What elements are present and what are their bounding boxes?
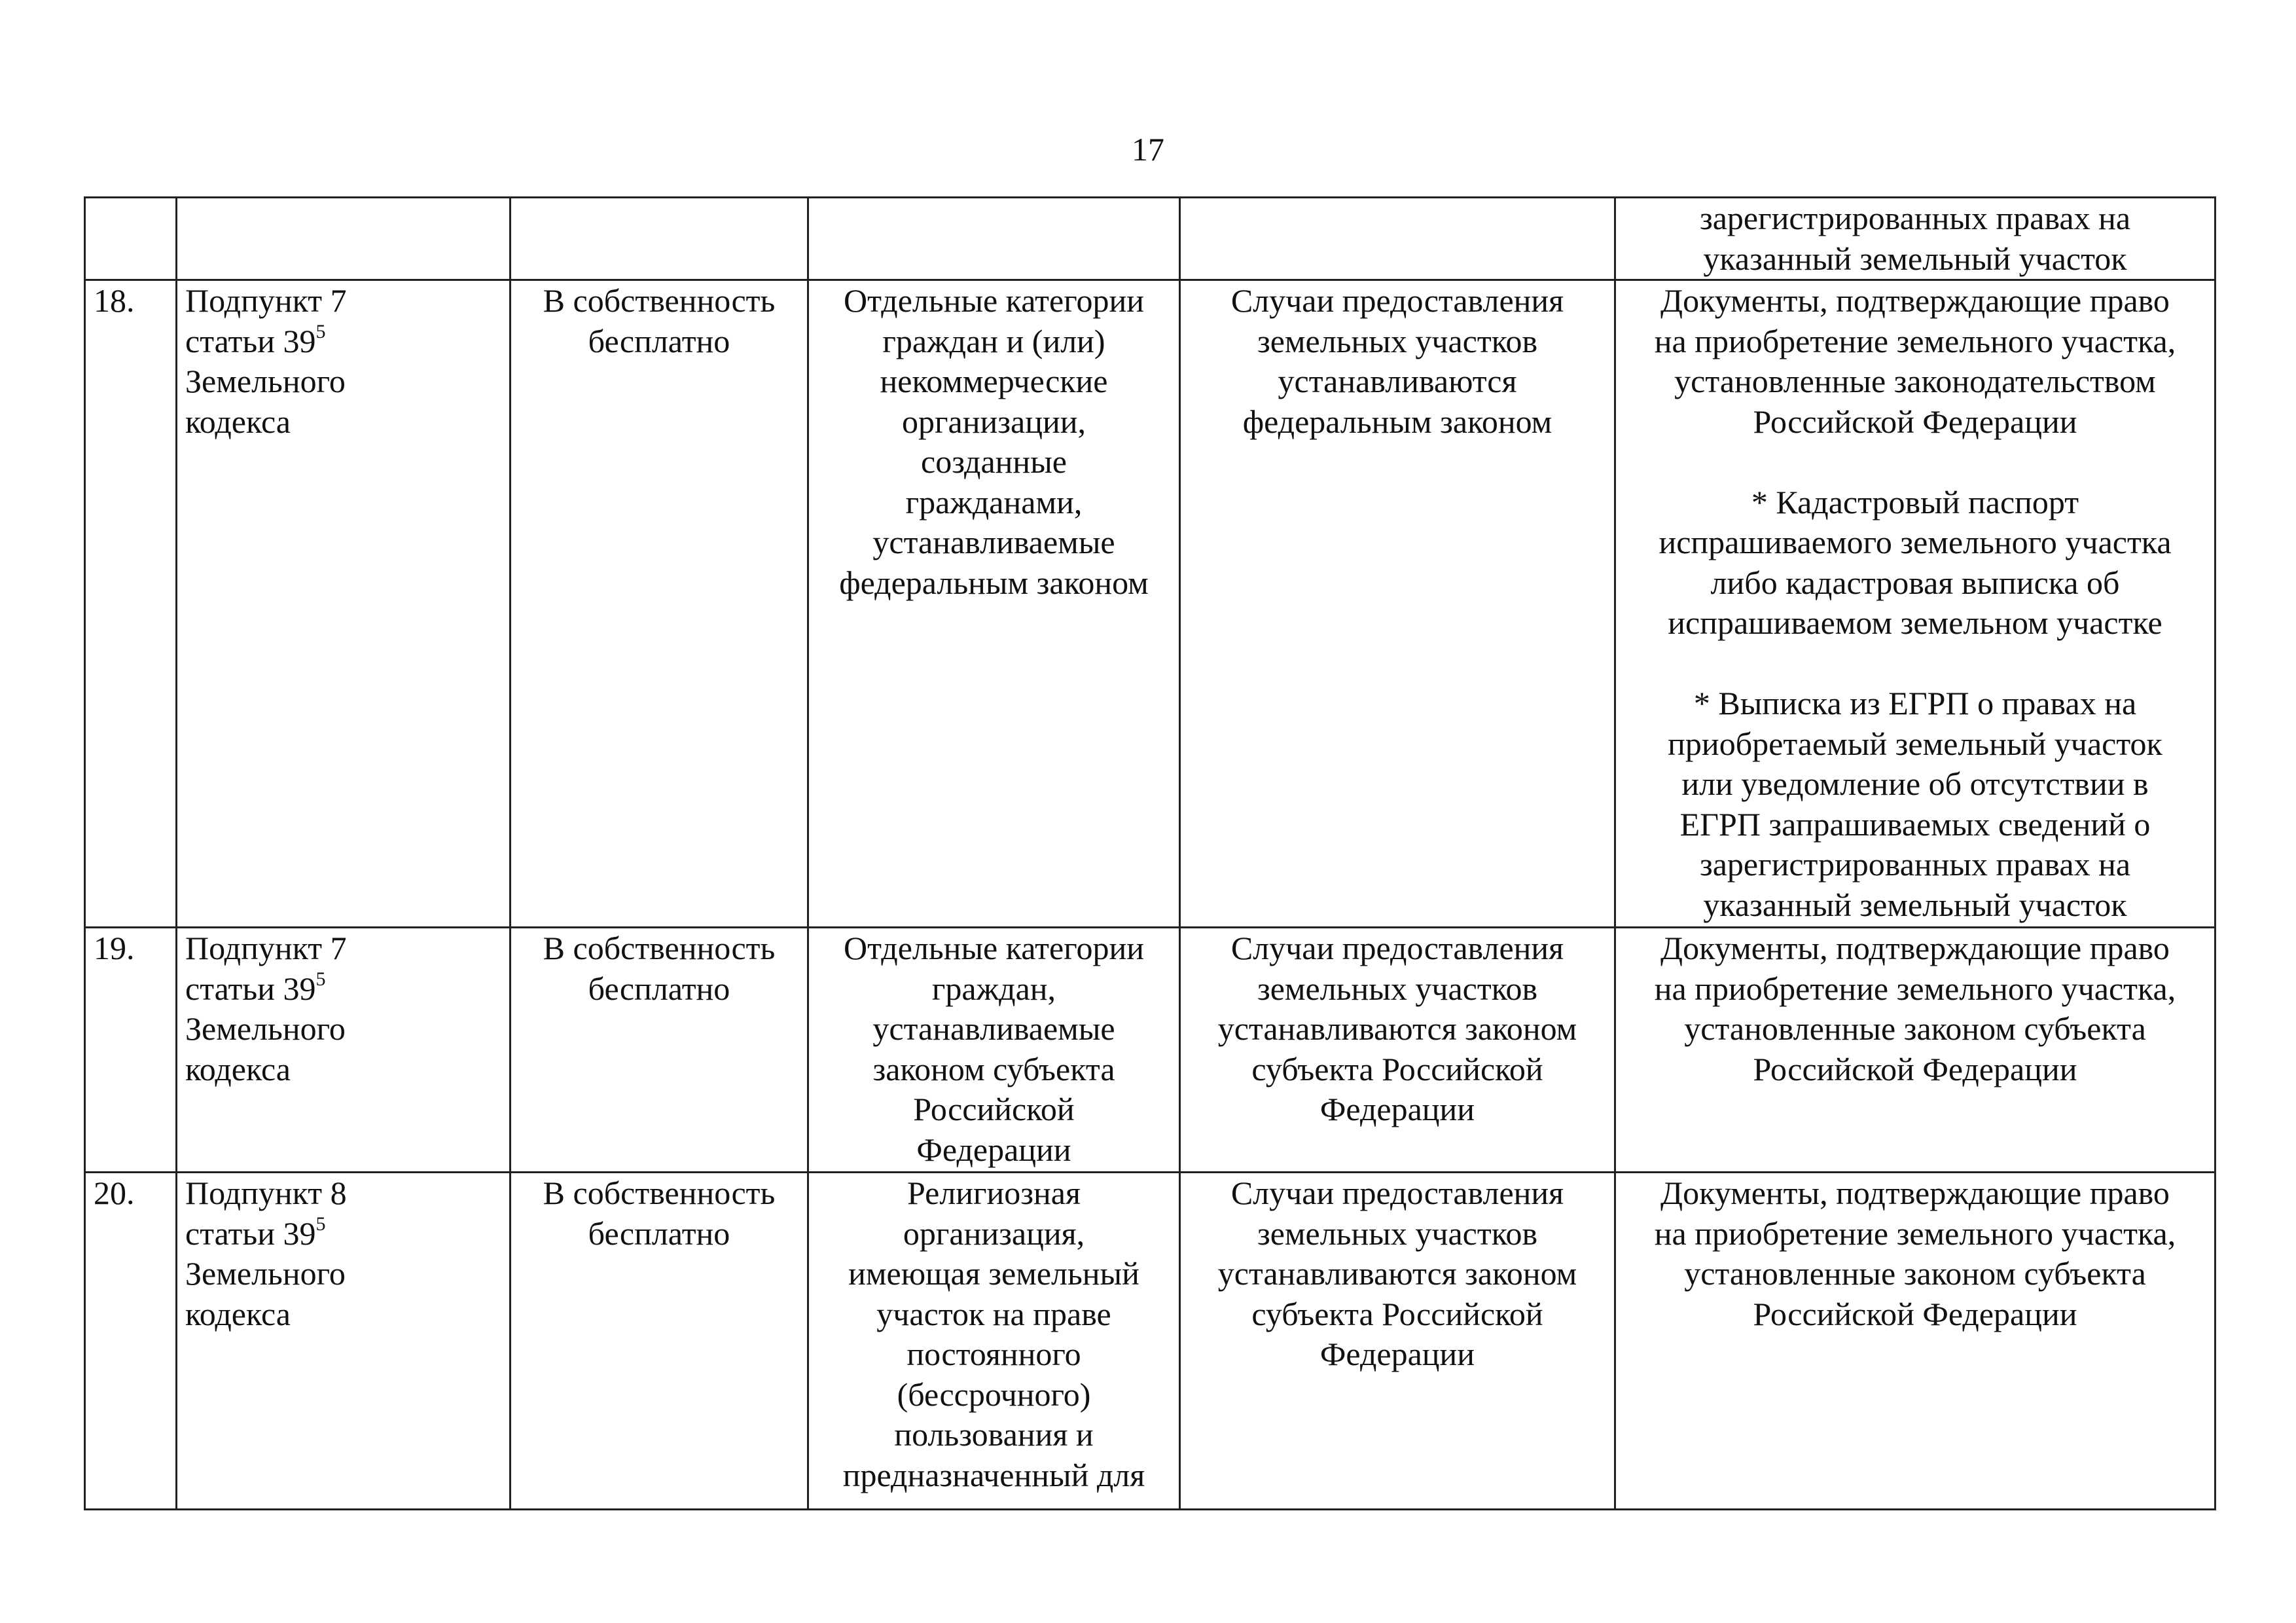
text-line: * Выписка из ЕГРП о правах на: [1693, 685, 2137, 721]
text-line: на приобретение земельного участка,: [1654, 1214, 2176, 1252]
text-line: [185, 969, 501, 1010]
text-line: * Кадастровый паспорт: [1751, 483, 2079, 520]
cell-cases: [1180, 928, 1615, 1173]
text-line: земельных участков: [1257, 970, 1538, 1007]
cell-basis: [177, 928, 511, 1173]
text-line: В собственность: [543, 282, 776, 319]
text-line: Случаи предоставления: [1230, 1175, 1564, 1211]
text-line: Религиозная: [906, 1175, 1081, 1211]
cell-subjects: [808, 280, 1180, 928]
text-line: на приобретение земельного участка,: [1654, 970, 2176, 1007]
cell-cases: [1180, 1173, 1615, 1510]
text-line: зарегистрированных правах на: [1699, 200, 2131, 236]
cell-documents: [1615, 928, 2215, 1173]
text-line: Земельного: [185, 1255, 346, 1292]
article-text: статьи 39: [185, 322, 316, 359]
text-line: испрашиваемом земельном участке: [1668, 604, 2162, 641]
text-line: организации,: [902, 403, 1086, 440]
text-line: земельных участков: [1257, 1214, 1538, 1252]
cell-cases: [1180, 280, 1615, 928]
cell-cases: [1180, 198, 1615, 280]
text-line: указанный земельный участок: [1703, 240, 2127, 277]
text-line: пользования и: [894, 1416, 1094, 1453]
text-line: В собственность: [543, 1175, 776, 1211]
article-superscript: 5: [315, 968, 326, 990]
cell-num: [85, 280, 177, 928]
text-line: указанный земельный участок: [1703, 886, 2127, 923]
cell-basis: [177, 198, 511, 280]
text-line: устанавливаемые: [872, 524, 1115, 560]
cell-type: [511, 928, 808, 1173]
text-line: [185, 321, 501, 362]
text-line: Земельного: [185, 363, 346, 399]
row-number: 18.: [94, 282, 135, 319]
text-line: на приобретение земельного участка,: [1654, 322, 2176, 359]
text-line: Федерации: [916, 1131, 1071, 1168]
cell-basis: [177, 280, 511, 928]
text-line: субъекта Российской: [1251, 1295, 1543, 1332]
text-line: Федерации: [1319, 1091, 1475, 1127]
text-line: кодекса: [185, 403, 291, 440]
text-line: Подпункт 7: [185, 930, 347, 966]
cell-subjects: [808, 1173, 1180, 1510]
text-line: федеральным законом: [839, 564, 1149, 601]
text-line: Документы, подтверждающие право: [1660, 282, 2170, 319]
text-line: граждан,: [931, 970, 1056, 1007]
text-line: субъекта Российской: [1251, 1050, 1543, 1087]
text-line: Подпункт 8: [185, 1175, 347, 1211]
text-line: установленные законом субъекта: [1684, 1010, 2146, 1047]
text-line: бесплатно: [588, 322, 730, 359]
text-line: предназначенный для: [842, 1456, 1145, 1493]
paragraph-gap: [1624, 442, 2206, 483]
text-line: гражданами,: [905, 483, 1083, 520]
text-line: Случаи предоставления: [1230, 282, 1564, 319]
text-line: Случаи предоставления: [1230, 930, 1564, 966]
text-line: испрашиваемого земельного участка: [1659, 524, 2172, 560]
cell-type: [511, 1173, 808, 1510]
page-number: 17: [1132, 131, 1164, 168]
table-row: [85, 1173, 2215, 1510]
text-line: кодекса: [185, 1295, 291, 1332]
text-line: Отдельные категории: [844, 282, 1144, 319]
text-line: Документы, подтверждающие право: [1660, 1175, 2170, 1211]
text-line: участок на праве: [876, 1295, 1111, 1332]
text-line: имеющая земельный: [848, 1255, 1139, 1292]
text-line: законом субъекта: [872, 1050, 1115, 1087]
text-line: некоммерческие: [880, 363, 1108, 399]
cell-type: [511, 198, 808, 280]
text-line: Российской Федерации: [1753, 403, 2077, 440]
text-line: Подпункт 7: [185, 282, 347, 319]
table-row: [85, 928, 2215, 1173]
text-line: Российской Федерации: [1753, 1050, 2077, 1087]
text-line: Федерации: [1319, 1336, 1475, 1372]
text-line: федеральным законом: [1242, 403, 1552, 440]
row-number: 19.: [94, 930, 135, 966]
text-line: устанавливаются законом: [1217, 1255, 1577, 1292]
text-line: Отдельные категории: [844, 930, 1144, 966]
cell-num: [85, 928, 177, 1173]
article-superscript: 5: [315, 1213, 326, 1235]
text-line: граждан и (или): [882, 322, 1105, 359]
cell-num: [85, 198, 177, 280]
text-line: либо кадастровая выписка об: [1710, 564, 2120, 601]
text-line: Российской: [913, 1091, 1075, 1127]
text-line: или уведомление об отсутствии в: [1681, 765, 2149, 802]
text-line: В собственность: [543, 930, 776, 966]
cell-documents: [1615, 198, 2215, 280]
article-text: статьи 39: [185, 970, 316, 1007]
text-line: постоянного: [906, 1336, 1081, 1372]
text-line: кодекса: [185, 1050, 291, 1087]
text-line: устанавливаются: [1278, 363, 1517, 399]
text-line: установленные законодательством: [1674, 363, 2156, 399]
text-line: [185, 1214, 501, 1254]
text-line: устанавливаются законом: [1217, 1010, 1577, 1047]
text-line: бесплатно: [588, 1214, 730, 1252]
row-number: 20.: [94, 1175, 135, 1211]
paragraph-gap: [1624, 644, 2206, 684]
text-line: созданные: [921, 443, 1067, 480]
text-line: (бессрочного): [897, 1376, 1091, 1413]
cell-subjects: [808, 198, 1180, 280]
text-line: Земельного: [185, 1010, 346, 1047]
text-line: устанавливаемые: [872, 1010, 1115, 1047]
text-line: приобретаемый земельный участок: [1668, 725, 2162, 762]
cell-documents: [1615, 280, 2215, 928]
text-line: Документы, подтверждающие право: [1660, 930, 2170, 966]
text-line: бесплатно: [588, 970, 730, 1007]
cell-num: [85, 1173, 177, 1510]
text-line: организация,: [903, 1214, 1085, 1252]
cell-documents: [1615, 1173, 2215, 1510]
land-provision-table: [84, 196, 2216, 1510]
text-line: зарегистрированных правах на: [1699, 846, 2131, 883]
cell-basis: [177, 1173, 511, 1510]
cell-type: [511, 280, 808, 928]
cell-subjects: [808, 928, 1180, 1173]
text-line: земельных участков: [1257, 322, 1538, 359]
text-line: ЕГРП запрашиваемых сведений о: [1679, 805, 2151, 843]
table-row-continuation: [85, 198, 2215, 280]
table-row: [85, 280, 2215, 928]
text-line: Российской Федерации: [1753, 1295, 2077, 1332]
article-text: статьи 39: [185, 1214, 316, 1252]
article-superscript: 5: [315, 320, 326, 342]
text-line: установленные законом субъекта: [1684, 1255, 2146, 1292]
